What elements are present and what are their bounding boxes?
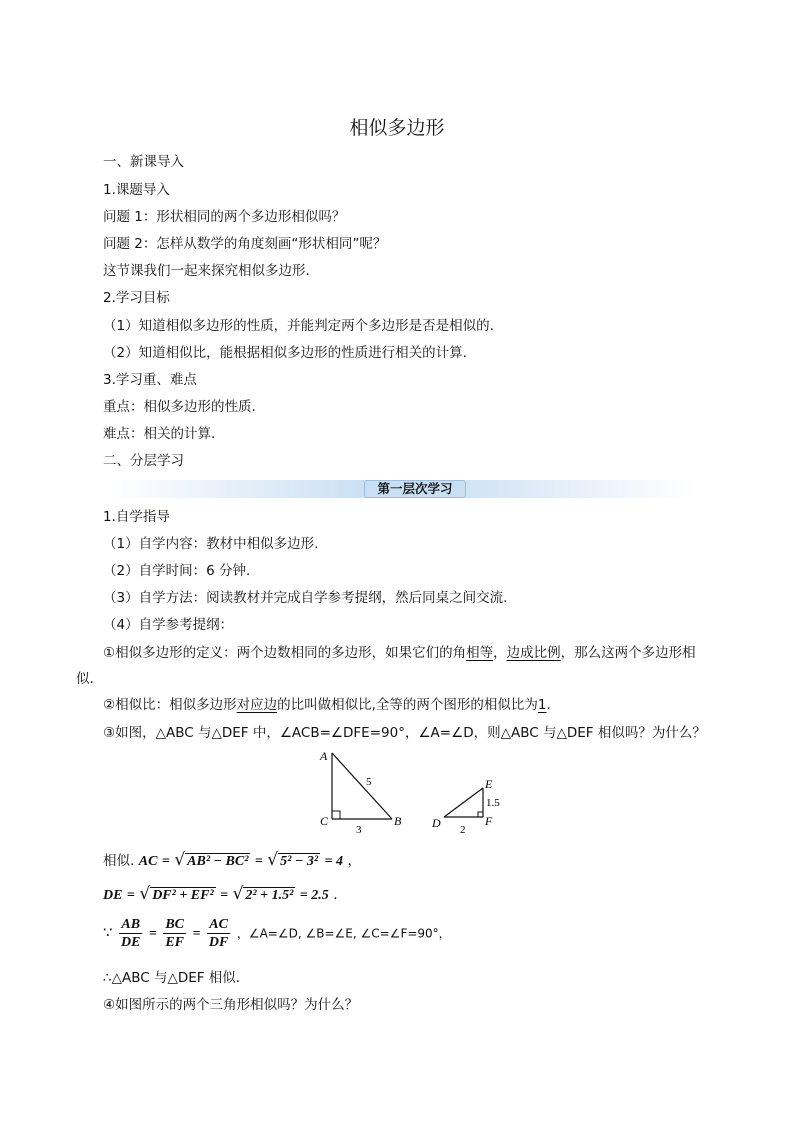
- label-b: B: [394, 814, 402, 828]
- label-e: E: [485, 777, 493, 791]
- eq-ac-tail: ，: [347, 853, 362, 869]
- eq-de-radicand-1: DF² + EF²: [152, 888, 214, 903]
- subheading-goals: 2.学习目标: [103, 290, 170, 306]
- label-df-length: 2: [460, 824, 466, 836]
- question-2: 问题 2：怎样从数学的角度刻画“形状相同”呢？: [103, 236, 387, 252]
- label-c: C: [320, 814, 329, 828]
- ratio-text: ②相似比：相似多边形: [103, 697, 237, 713]
- difficult-point: 难点：相关的计算.: [103, 426, 216, 442]
- example-question-3: ③如图，△ABC 与△DEF 中，∠ACB=∠DFE=90°，∠A=∠D，则△ABC 与△DEF 相似吗？为什么？: [103, 725, 706, 741]
- example-question-4: ④如图所示的两个三角形相似吗？为什么？: [103, 997, 359, 1013]
- eq-ac-radicand-2: 5² − 3²: [280, 854, 319, 869]
- angle-conditions: ，∠A=∠D, ∠B=∠E, ∠C=∠F=90°，: [236, 926, 451, 941]
- answer-corresponding-sides: 对应边: [236, 697, 278, 713]
- edge-ab: [332, 753, 392, 819]
- eq-de-value: = 2.5: [299, 888, 329, 903]
- label-a: A: [320, 749, 328, 763]
- label-d: D: [432, 816, 441, 830]
- definition-paragraph: [103, 643, 696, 663]
- goal-2: （2）知道相似比，能根据相似多边形的性质进行相关的计算.: [103, 345, 467, 361]
- right-angle-mark-c: [332, 811, 340, 819]
- sqrt-symbol: √: [232, 884, 244, 904]
- because-symbol: ∵: [103, 923, 113, 942]
- ratio-period: .: [546, 697, 551, 713]
- section-heading-layered: 二、分层学习: [103, 453, 184, 469]
- study-outline: （4）自学参考提纲：: [103, 617, 234, 633]
- equation-ratios: [103, 916, 451, 951]
- study-method: （3）自学方法：阅读教材并完成自学参考提纲，然后同桌之间交流.: [103, 590, 508, 606]
- ratio-ab-de: [119, 916, 142, 951]
- eq-ac-equals-2: =: [254, 854, 263, 869]
- definition-text-end: ，那么这两个多边形相: [560, 645, 696, 661]
- similar-word: 相似.: [103, 853, 135, 869]
- eq-de-tail: .: [333, 887, 338, 903]
- intro-statement: 这节课我们一起来探究相似多边形.: [103, 263, 310, 279]
- definition-text: ①相似多边形的定义：两个边数相同的多边形，如果它们的角: [103, 645, 467, 661]
- section-banner-label: 第一层次学习: [364, 480, 466, 498]
- sqrt-symbol: √: [139, 884, 151, 904]
- ratio-ac: AC: [207, 916, 230, 934]
- answer-ratio-one: 1: [537, 697, 547, 713]
- subheading-key-points: 3.学习重、难点: [103, 372, 197, 388]
- ratio-de: DE: [121, 935, 141, 950]
- ratio-equals-2: =: [192, 926, 201, 942]
- label-ab-length: 5: [366, 776, 372, 788]
- eq-ac-lhs: AC: [138, 854, 158, 869]
- key-point: 重点：相似多边形的性质.: [103, 399, 256, 415]
- triangles-figure: [300, 745, 530, 840]
- subheading-topic-intro: 1.课题导入: [103, 182, 170, 198]
- ratio-ef: EF: [165, 935, 185, 950]
- eq-de-radicand-2: 2² + 1.5²: [245, 888, 294, 903]
- ratio-equals-1: =: [148, 926, 157, 942]
- equation-de: [103, 884, 338, 904]
- answer-equal-angles: 相等: [466, 645, 494, 661]
- page-title: 相似多边形: [349, 117, 445, 139]
- right-angle-mark-f: [478, 812, 483, 817]
- eq-ac-equals: =: [161, 854, 170, 869]
- ratio-ac-df: [207, 916, 230, 951]
- study-content: （1）自学内容：教材中相似多边形.: [103, 536, 319, 552]
- definition-continuation: 似.: [76, 671, 94, 687]
- edge-de: [444, 788, 483, 817]
- label-f: F: [485, 814, 493, 828]
- question-1: 问题 1：形状相同的两个多边形相似吗？: [103, 209, 346, 225]
- conclusion: ∴△ABC 与△DEF 相似.: [103, 970, 241, 986]
- eq-de-equals: =: [126, 888, 135, 903]
- ratio-text-mid: 的比叫做相似比,全等的两个图形的相似比为: [277, 697, 538, 713]
- eq-ac-value: = 4: [324, 854, 343, 869]
- sqrt-symbol: √: [174, 850, 186, 870]
- ratio-bc: BC: [165, 917, 185, 932]
- study-time: （2）自学时间：6 分钟.: [103, 563, 251, 579]
- similarity-ratio-paragraph: [103, 695, 551, 715]
- section-heading-intro: 一、新课导入: [103, 154, 184, 170]
- ratio-bc-ef: [163, 916, 186, 951]
- goal-1: （1）知道相似多边形的性质，并能判定两个多边形是否是相似的.: [103, 318, 494, 334]
- sqrt-symbol: √: [267, 850, 279, 870]
- answer-proportional-sides: 边成比例: [506, 645, 561, 661]
- label-ef-length: 1.5: [486, 797, 500, 809]
- ratio-ab: AB: [119, 916, 142, 934]
- definition-comma: ，: [493, 645, 507, 661]
- label-cb-length: 3: [356, 824, 362, 836]
- subheading-self-study: 1.自学指导: [103, 509, 170, 525]
- eq-de-equals-2: =: [220, 888, 229, 903]
- eq-ac-radicand-1: AB² − BC²: [187, 854, 249, 869]
- eq-de-lhs: DE: [103, 888, 123, 903]
- ratio-df: DF: [208, 935, 229, 950]
- equation-ac: [103, 849, 361, 870]
